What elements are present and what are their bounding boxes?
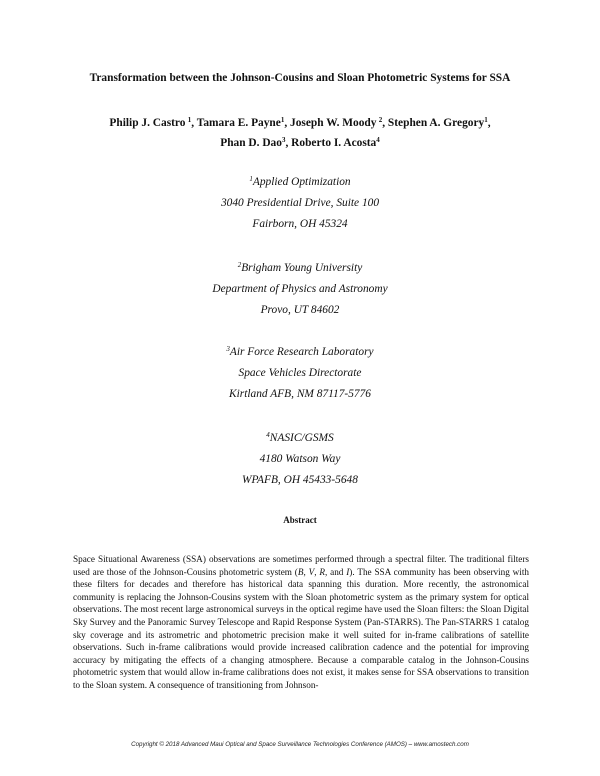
- author-list: [0, 113, 600, 153]
- affiliation-sup: 2: [237, 261, 242, 269]
- abstract-body: [73, 553, 529, 692]
- affiliation-line: Space Vehicles Directorate: [238, 367, 362, 379]
- affiliation-line: Fairborn, OH 45324: [252, 218, 348, 230]
- abstract-text: , and: [324, 566, 347, 577]
- author-affiliation-sup: 1: [187, 116, 192, 124]
- author-separator: ,: [487, 117, 491, 129]
- author-affiliation-sup: 4: [376, 136, 380, 144]
- author-affiliation-sup: 1: [484, 116, 488, 124]
- affiliation-line: Brigham Young University: [241, 262, 363, 274]
- author-affiliation-sup: 3: [281, 136, 286, 144]
- abstract-text: ). The SSA community has been observing with these filters for decades and therefore has historical data spanning this duration. More recently, the astronomical community is replacing the Johnson-Cousins system with the Sloan photometric system as the primary system for optical observations. The most recent large astronomical surveys in the optical regime have used the Sloan filters: the Sloan Digital Sky Survey and the Panoramic Survey Telescope and Rapid Response System (Pan-STARRS). The Pan-STARRS 1 catalog sky coverage and its astrometric and photometric precision make it well suited for in-frame calibrations of satellite observations. Such in-frame calibrations would provide increased calibration cadence and the potential for improving accuracy by mitigating the effects of a changing atmosphere. Because a comparable catalog in the Johnson-Cousins photometric system that would allow in-frame calibrations does not exist, it makes sense for SSA observations to transition to the Sloan system. A consequence of transitioning from Johnson-: [73, 566, 530, 690]
- affiliation-sup: 1: [249, 175, 253, 183]
- author-separator: ,: [191, 117, 197, 129]
- affiliation-line: Air Force Research Laboratory: [229, 346, 374, 358]
- author-separator: ,: [285, 137, 292, 149]
- abstract-text: ,: [303, 566, 309, 577]
- filter-v: V: [308, 566, 315, 577]
- affiliation-line: WPAFB, OH 45433-5648: [242, 474, 358, 486]
- filter-r: R: [319, 566, 325, 577]
- affiliation-2: [0, 258, 600, 321]
- abstract-text: ,: [314, 566, 320, 577]
- author-name: Philip J. Castro: [109, 117, 186, 129]
- affiliation-line: Kirtland AFB, NM 87117-5776: [229, 388, 371, 400]
- abstract-heading: Abstract: [283, 515, 317, 525]
- affiliation-3: [0, 342, 600, 405]
- copyright-footer: Copyright © 2018 Advanced Maui Optical and Space Surveillance Technologies Conference (AMOS) – www.amostech.com: [131, 741, 469, 748]
- affiliation-line: Department of Physics and Astronomy: [212, 283, 388, 295]
- filter-i: I: [346, 566, 350, 577]
- author-separator: ,: [382, 117, 388, 129]
- author-affiliation-sup: 2: [378, 116, 383, 124]
- author-name: Phan D. Dao: [220, 137, 282, 149]
- author-name: Tamara E. Payne: [196, 117, 281, 129]
- author-separator: ,: [284, 117, 291, 129]
- filter-b: B: [297, 566, 304, 577]
- author-affiliation-sup: 1: [280, 116, 285, 124]
- affiliation-line: Provo, UT 84602: [260, 304, 340, 316]
- author-line-1: [0, 113, 600, 133]
- abstract-text: Space Situational Awareness (SSA) observations are sometimes performed through a spectral filter. The traditional filters used are those of the Johnson-Cousins photometric system (: [73, 554, 529, 577]
- affiliation-sup: 3: [226, 345, 230, 353]
- affiliation-1: [0, 172, 600, 235]
- affiliation-line: 3040 Presidential Drive, Suite 100: [220, 197, 380, 209]
- paper-title: Transformation between the Johnson-Cousins and Sloan Photometric Systems for SSA: [89, 72, 511, 84]
- affiliation-4: [0, 428, 600, 491]
- affiliation-sup: 4: [266, 431, 270, 439]
- affiliation-line: 4180 Watson Way: [259, 453, 341, 465]
- author-name: Joseph W. Moody: [290, 117, 377, 129]
- affiliation-line: NASIC/GSMS: [269, 432, 334, 444]
- author-line-2: [0, 133, 600, 153]
- author-name: Stephen A. Gregory: [387, 117, 485, 129]
- affiliation-line: Applied Optimization: [252, 176, 351, 188]
- author-name: Roberto I. Acosta: [291, 137, 377, 149]
